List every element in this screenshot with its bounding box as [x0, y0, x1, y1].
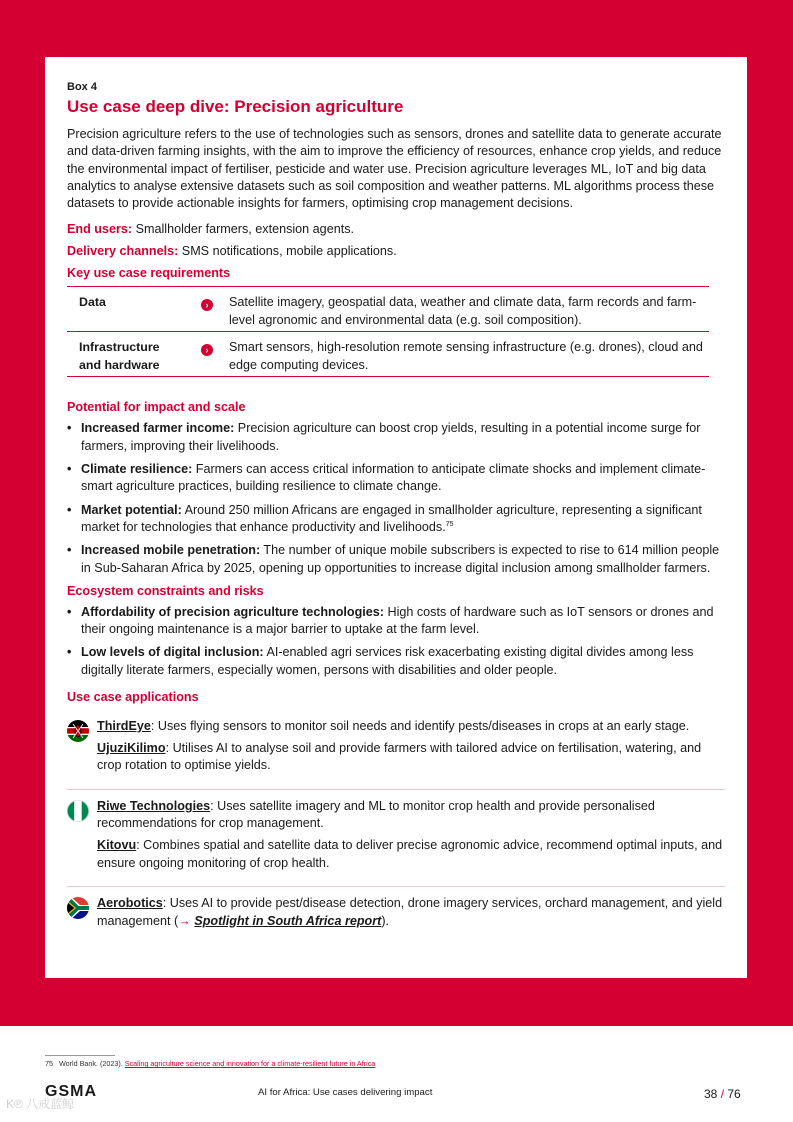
list-item: • Affordability of precision agriculture technologies: High costs of hardware such as IoT sensors or drones and their ongoing maintenance is a major barrier to uptake at the farm level.	[67, 604, 725, 639]
watermark: K℗ 八戒蓝鲸	[6, 1097, 75, 1111]
end-users-value: Smallholder farmers, extension agents.	[132, 222, 354, 237]
application-item: Aerobotics: Uses AI to provide pest/disease detection, drone imagery services, orchard management, and yield management (→ Spotlight in South Africa report).	[97, 896, 723, 928]
document-title: AI for Africa: Use cases delivering impact	[258, 1087, 433, 1098]
box-label: Box 4	[67, 81, 97, 93]
app-link[interactable]: Riwe Technologies	[97, 798, 211, 813]
footnote: 75 World Bank. (2023). Scaling agriculture science and innovation for a climate-resilient future in Africa	[45, 1059, 376, 1068]
footnote-ref[interactable]: 75	[445, 520, 454, 528]
applications-list	[67, 710, 725, 944]
application-group-kenya	[67, 710, 725, 790]
list-item: • Increased mobile penetration: The number of unique mobile subscribers is expected to rise to 614 million people in Sub-Saharan Africa by 2025, opening up opportunities to increase digital inclusion among smallholder farmers.	[67, 542, 725, 577]
application-item: Kitovu: Combines spatial and satellite data to deliver precise agronomic advice, recommend optimal inputs, and ensure ongoing monitoring of crop health.	[97, 838, 723, 870]
box-card	[45, 57, 747, 978]
delivery-channels-line	[67, 243, 725, 260]
intro-paragraph: Precision agriculture refers to the use of technologies such as sensors, drones and satellite data to generate accurate and data-driven farming insights, with the aim to improve the efficiency of resources, enhance crop yields, and reduce the environmental impact of fertiliser, pesticide and water use. Precision agriculture leverages ML, IoT and big data analytics to analyse extensive datasets such as soil composition and weather patterns. ML algorithms process these datasets to provide actionable insights for farmers, optimising crop management decisions.	[67, 127, 722, 211]
impact-list	[67, 420, 725, 576]
app-link[interactable]: UjuziKilimo	[97, 740, 166, 755]
application-item: ThirdEye: Uses flying sensors to monitor soil needs and identify pests/diseases in crops at an early stage.	[97, 719, 690, 734]
list-item: • Climate resilience: Farmers can access critical information to anticipate climate shocks and implement climate-smart agriculture practices, building resilience to climate change.	[67, 461, 725, 496]
page-number: 38 / 76	[704, 1087, 741, 1101]
requirements-heading: Key use case requirements	[67, 266, 231, 281]
requirements-row-infrastructure	[67, 332, 709, 377]
chevron-right-icon: ›	[201, 344, 213, 356]
app-link[interactable]: Aerobotics	[97, 896, 163, 911]
chevron-right-icon: ›	[201, 299, 213, 311]
end-users-line	[67, 221, 725, 238]
end-users-label: End users:	[67, 222, 133, 237]
applications-heading: Use case applications	[67, 690, 199, 705]
requirement-text: Smart sensors, high-resolution remote sensing infrastructure (e.g. drones), cloud and edge computing devices.	[229, 340, 703, 373]
application-item: UjuziKilimo: Utilises AI to analyse soil and provide farmers with tailored advice on fertilisation, watering, and crop rotation to optimise yields.	[97, 740, 702, 773]
footnote-divider	[45, 1055, 115, 1056]
application-group-south-africa	[67, 887, 725, 944]
requirement-label: Data	[79, 295, 106, 310]
nigeria-flag-icon	[67, 798, 97, 876]
south-africa-flag-icon	[67, 895, 97, 934]
application-item: Riwe Technologies: Uses satellite imagery and ML to monitor crop health and provide personalised recommendations for crop management.	[97, 798, 655, 831]
spotlight-report-link[interactable]: Spotlight in South Africa report	[194, 913, 382, 928]
list-item: • Low levels of digital inclusion: AI-enabled agri services risk exacerbating existing digital divides among less digitally literate farmers, especially women, persons with disabilities and older people.	[67, 644, 725, 679]
arrow-right-icon: →	[178, 913, 191, 928]
footnote-link[interactable]: Scaling agriculture science and innovation for a climate-resilient future in Africa	[124, 1059, 376, 1068]
delivery-channels-value: SMS notifications, mobile applications.	[178, 244, 397, 259]
requirement-text: Satellite imagery, geospatial data, weather and climate data, farm records and farm-level agronomic and environmental data (e.g. soil composition).	[229, 295, 697, 328]
gsma-logo: GSMA	[45, 1083, 97, 1100]
app-link[interactable]: ThirdEye	[97, 719, 151, 734]
kenya-flag-icon	[67, 718, 97, 779]
constraints-list	[67, 604, 725, 679]
box-title: Use case deep dive: Precision agriculture	[67, 97, 404, 116]
impact-heading: Potential for impact and scale	[67, 400, 246, 415]
requirement-label: Infrastructure and hardware	[79, 340, 160, 373]
list-item: • Market potential: Around 250 million Africans are engaged in smallholder agriculture, representing a significant market for technologies that enhance productivity and livelihoods.$^{75}$	[67, 502, 725, 537]
list-item: • Increased farmer income: Precision agriculture can boost crop yields, resulting in a potential income surge for farmers, improving their livelihoods.	[67, 420, 725, 455]
constraints-heading: Ecosystem constraints and risks	[67, 583, 264, 598]
delivery-channels-label: Delivery channels:	[67, 244, 179, 259]
requirements-table	[67, 286, 709, 377]
application-group-nigeria	[67, 790, 725, 887]
app-link[interactable]: Kitovu	[97, 838, 137, 853]
requirements-row-data	[67, 287, 709, 332]
